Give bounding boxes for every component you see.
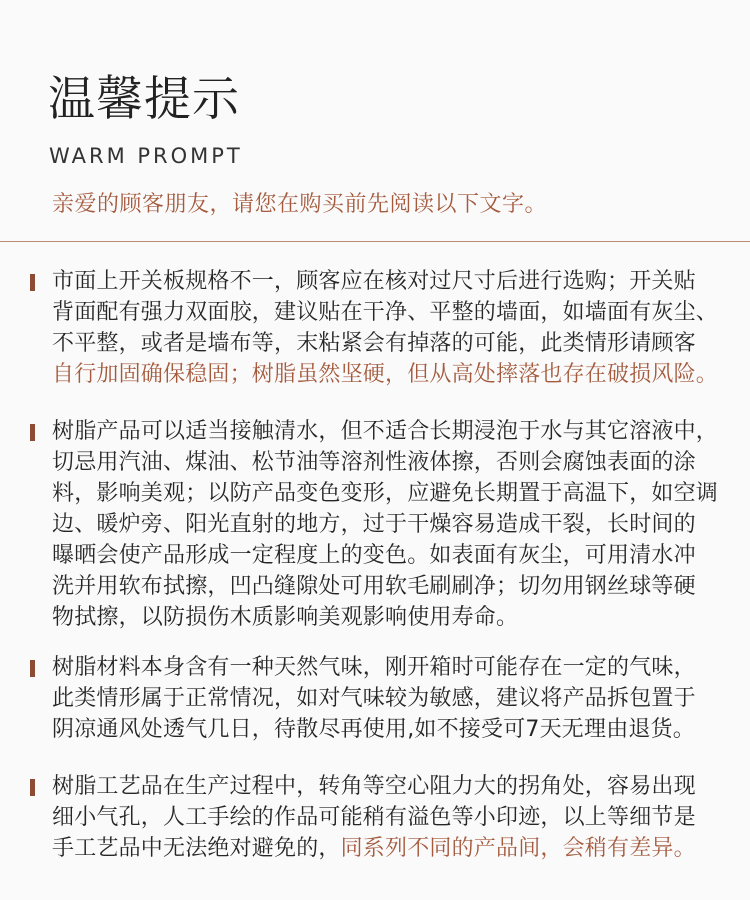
notice-line: 细小气孔，人工手绘的作品可能稍有溢色等小印迹，以上等细节是 [52, 805, 696, 830]
notice-line: 物拭擦，以防损伤木质影响美观影响使用寿命。 [52, 605, 519, 630]
bullet-marker-icon [30, 424, 35, 441]
page-subtitle: WARM PROMPT [49, 144, 243, 168]
notice-item [52, 416, 732, 633]
notice-line: 阴凉通风处透气几日，待散尽再使用,如不接受可7天无理由退货。 [52, 717, 695, 742]
notice-line: 自行加固确保稳固；树脂虽然坚硬，但从高处摔落也存在破损风险。 [52, 362, 719, 387]
notice-line: 料，影响美观；以防产品变色变形，应避免长期置于高温下，如空调 [52, 481, 719, 506]
notice-line: 树脂工艺品在生产过程中，转角等空心阻力大的拐角处，容易出现 [52, 774, 696, 799]
notice-line: 曝晒会使产品形成一定程度上的变色。如表面有灰尘，可用清水冲 [52, 543, 696, 568]
bullet-marker-icon [30, 779, 35, 796]
notice-item [52, 771, 732, 864]
section-divider [0, 241, 750, 242]
notice-line-plain: 手工艺品中无法绝对避免的， [52, 836, 341, 861]
notice-line: 边、暖炉旁、阳光直射的地方，过于干燥容易造成干裂，长时间的 [52, 512, 696, 537]
bullet-marker-icon [30, 660, 35, 677]
notice-line: 切忌用汽油、煤油、松节油等溶剂性液体擦，否则会腐蚀表面的涂 [52, 450, 696, 475]
notice-line: 市面上开关板规格不一，顾客应在核对过尺寸后进行选购；开关贴 [52, 269, 696, 294]
notice-line: 背面配有强力双面胶，建议贴在干净、平整的墙面，如墙面有灰尘、 [52, 300, 719, 325]
notice-line: 不平整，或者是墙布等，末粘紧会有掉落的可能，此类情形请顾客 [52, 331, 696, 356]
bullet-marker-icon [30, 274, 35, 291]
page-title: 温馨提示 [48, 72, 240, 127]
notice-line: 洗并用软布拭擦，凹凸缝隙处可用软毛刷刷净；切勿用钢丝球等硬 [52, 574, 696, 599]
notice-line: 此类情形属于正常情况，如对气味较为敏感，建议将产品拆包置于 [52, 686, 696, 711]
notice-item [52, 266, 732, 390]
notice-item [52, 652, 732, 745]
notice-line-accent: 同系列不同的产品间，会稍有差异。 [340, 836, 696, 861]
notice-line: 树脂材料本身含有一种天然气味，刚开箱时可能存在一定的气味， [52, 655, 696, 680]
notice-line: 树脂产品可以适当接触清水，但不适合长期浸泡于水与其它溶液中， [52, 419, 719, 444]
intro-text: 亲爱的顾客朋友，请您在购买前先阅读以下文字。 [52, 192, 548, 217]
notice-line [52, 833, 732, 864]
